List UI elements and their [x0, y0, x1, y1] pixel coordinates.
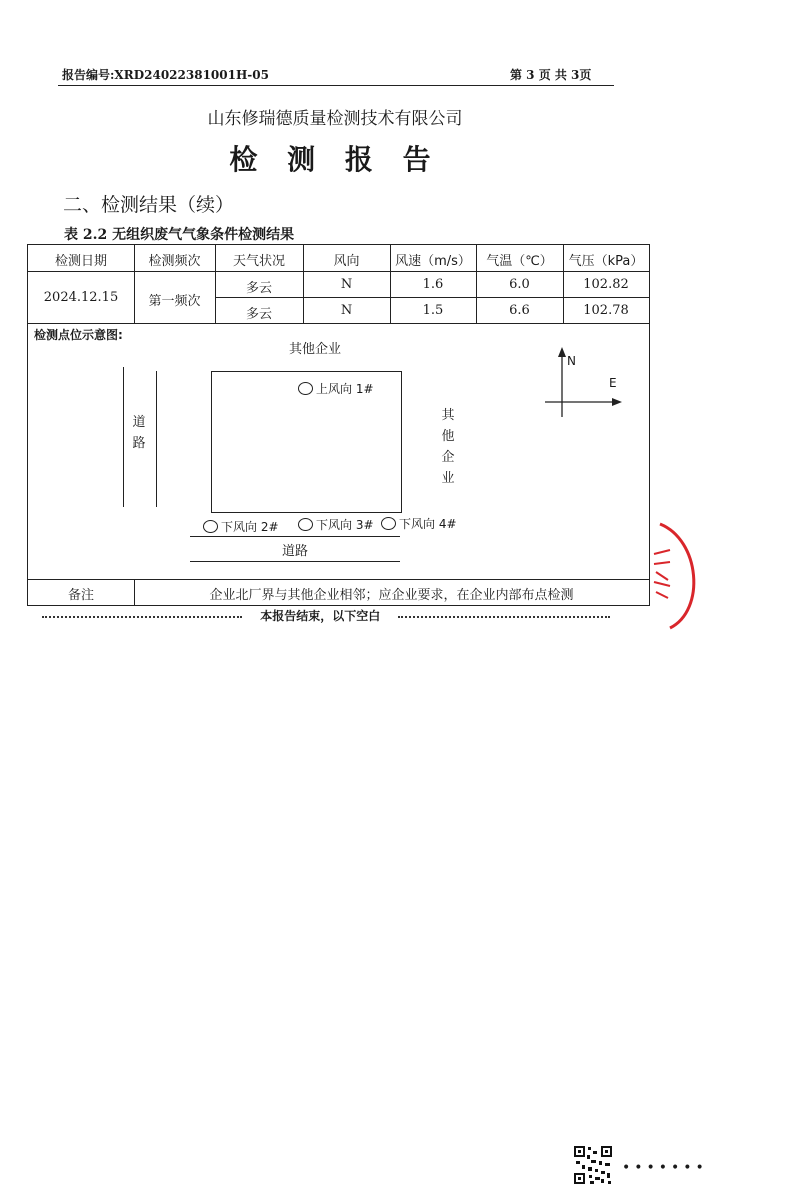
col-header-wind-direction: 风向	[333, 254, 360, 269]
point-label: 上风向 1#	[316, 382, 374, 396]
decorative-dots: •••••••	[622, 1160, 708, 1176]
cell-wind-direction: N	[340, 277, 353, 292]
diagram-label: 检测点位示意图:	[34, 328, 123, 342]
seal-stamp-icon	[640, 520, 700, 630]
diagram-top-label: 其他企业	[289, 342, 342, 357]
table-rule	[215, 297, 649, 298]
cell-temperature: 6.0	[509, 277, 530, 292]
monitoring-point-2	[203, 518, 279, 535]
cell-weather: 多云	[245, 281, 272, 296]
remarks-text: 企业北厂界与其他企业相邻；应企业要求，在企业内部布点检测	[209, 588, 574, 603]
point-label: 下风向 2#	[221, 520, 279, 534]
compass-east-label: E	[609, 376, 617, 390]
right-neighbor-label: 其他企业	[441, 408, 455, 486]
road-line	[190, 536, 400, 537]
point-marker-icon	[298, 518, 313, 531]
remarks-label: 备注	[67, 588, 94, 603]
qr-code-icon	[573, 1145, 613, 1185]
cell-temperature: 6.6	[509, 303, 530, 318]
cell-date: 2024.12.15	[43, 290, 119, 305]
col-header-wind-speed: 风速（m/s）	[395, 254, 471, 269]
cell-pressure: 102.78	[583, 303, 629, 318]
cell-wind-speed: 1.6	[422, 277, 444, 292]
company-name: 山东修瑞德质量检测技术有限公司	[207, 109, 463, 129]
bottom-road-label: 道路	[282, 544, 309, 559]
point-marker-icon	[203, 520, 218, 533]
monitoring-point-4	[381, 515, 457, 532]
page-info: 第 3 页 共 3页	[510, 68, 592, 82]
table-rule	[28, 323, 649, 324]
point-marker-icon	[381, 517, 396, 530]
road-line	[190, 561, 400, 562]
col-header-pressure: 气压（kPa）	[568, 254, 644, 269]
header-rule	[58, 85, 614, 86]
section-heading: 二、检测结果（续）	[63, 194, 235, 216]
monitoring-point-1	[298, 380, 374, 397]
point-label: 下风向 3#	[316, 518, 374, 532]
col-header-frequency: 检测频次	[148, 254, 201, 269]
end-of-report-text: 本报告结束，以下空白	[260, 609, 381, 623]
col-header-date: 检测日期	[54, 254, 107, 269]
monitoring-point-3	[298, 516, 374, 533]
end-of-report-line	[42, 607, 626, 624]
table-rule	[28, 579, 649, 580]
cell-frequency: 第一频次	[148, 294, 201, 309]
dotted-rule	[42, 616, 242, 618]
point-marker-icon	[298, 382, 313, 395]
compass-north-label: N	[567, 354, 576, 368]
col-header-weather: 天气状况	[232, 254, 285, 269]
col-header-temperature: 气温（℃）	[486, 254, 553, 269]
dotted-rule	[398, 616, 610, 618]
cell-weather: 多云	[245, 307, 272, 322]
left-road-label: 道路	[132, 415, 146, 451]
cell-pressure: 102.82	[583, 277, 629, 292]
road-line	[156, 371, 157, 507]
cell-wind-direction: N	[340, 303, 353, 318]
cell-wind-speed: 1.5	[422, 303, 444, 318]
point-label: 下风向 4#	[399, 517, 457, 531]
road-line	[123, 367, 124, 507]
table-caption: 表 2.2 无组织废气气象条件检测结果	[64, 227, 295, 243]
report-number: 报告编号:XRD24022381001H-05	[62, 68, 269, 82]
table-rule	[28, 271, 649, 272]
report-title: 检 测 报 告	[229, 143, 441, 176]
